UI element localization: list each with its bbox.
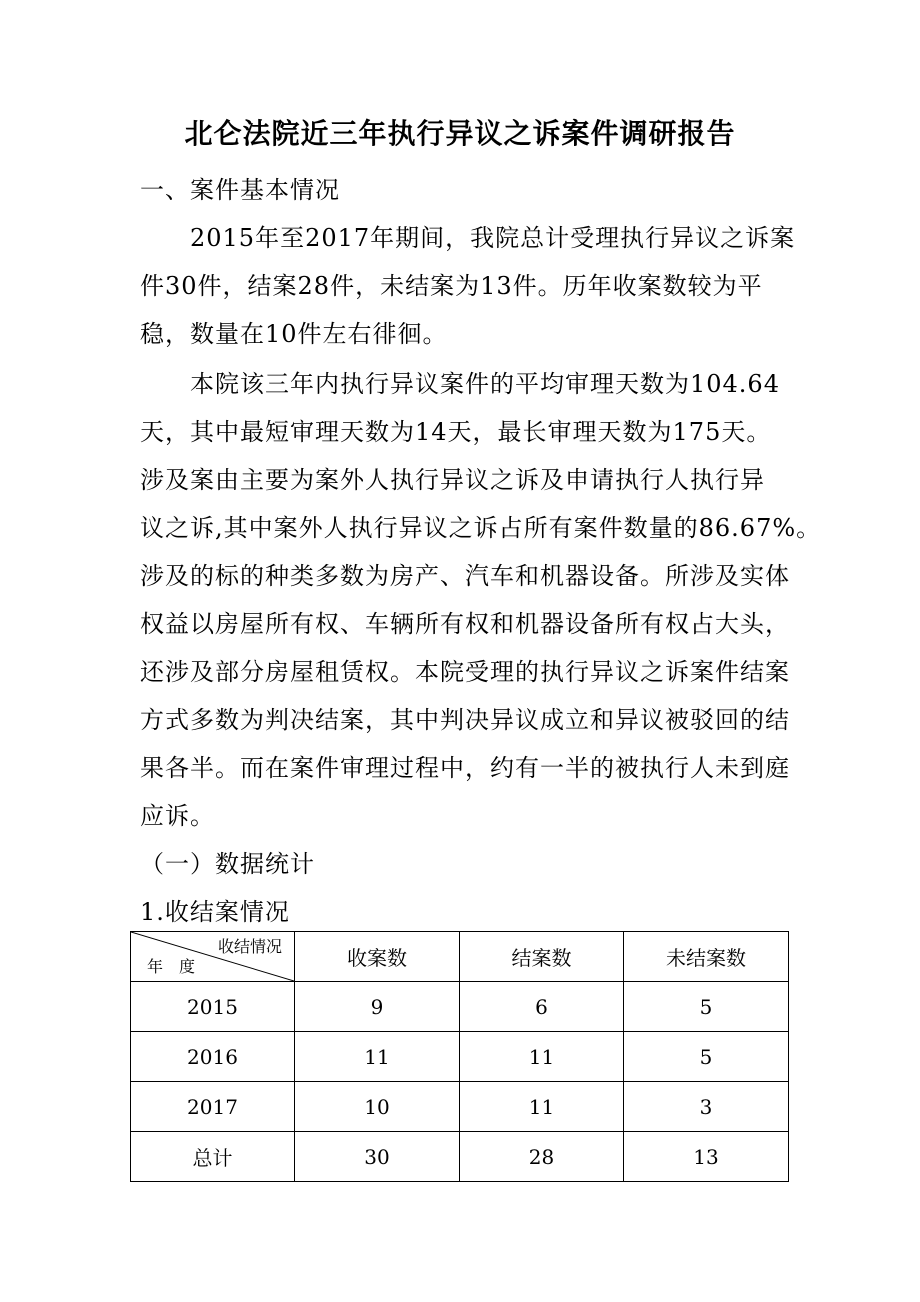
report-title: 北仑法院近三年执行异议之诉案件调研报告 <box>184 117 736 150</box>
case-statistics-table <box>130 931 789 1182</box>
table-row <box>131 982 789 1032</box>
column-header: 结案数 <box>460 932 624 982</box>
paragraph-line: 权益以房屋所有权、车辆所有权和机器设备所有权占大头， <box>140 610 790 638</box>
paragraph-line: 应诉。 <box>140 802 215 830</box>
paragraph-line: 果各半。而在案件审理过程中，约有一半的被执行人未到庭 <box>140 754 790 782</box>
section-heading: 一、案件基本情况 <box>140 176 340 204</box>
table-cell: 30 <box>295 1132 460 1182</box>
paragraph-line: 方式多数为判决结案，其中判决异议成立和异议被驳回的结 <box>140 706 790 734</box>
table-cell-total-label: 总计 <box>131 1132 295 1182</box>
table-cell: 10 <box>295 1082 460 1132</box>
table-header-row <box>131 932 789 982</box>
paragraph-line: 天，其中最短审理天数为14天，最长审理天数为175天。 <box>140 418 772 446</box>
table-cell: 13 <box>624 1132 789 1182</box>
paragraph-line: 件30件，结案28件，未结案为13件。历年收案数较为平 <box>140 272 763 300</box>
table-row <box>131 1032 789 1082</box>
table-cell: 11 <box>295 1032 460 1082</box>
table-cell: 11 <box>460 1032 624 1082</box>
table-cell-year: 2017 <box>131 1082 295 1132</box>
paragraph-line: 稳，数量在10件左右徘徊。 <box>140 320 448 348</box>
paragraph-line: 还涉及部分房屋租赁权。本院受理的执行异议之诉案件结案 <box>140 658 790 686</box>
table-cell-year: 2015 <box>131 982 295 1032</box>
corner-label-bottom: 年 度 <box>147 957 196 976</box>
table-cell: 5 <box>624 1032 789 1082</box>
table-cell: 3 <box>624 1082 789 1132</box>
paragraph-line: 议之诉,其中案外人执行异议之诉占所有案件数量的86.67%。 <box>140 514 822 542</box>
table-cell: 6 <box>460 982 624 1032</box>
column-header: 未结案数 <box>624 932 789 982</box>
table-cell-year: 2016 <box>131 1032 295 1082</box>
table-cell: 9 <box>295 982 460 1032</box>
column-header: 收案数 <box>295 932 460 982</box>
item-heading: 1.收结案情况 <box>140 898 290 926</box>
table-row <box>131 1082 789 1132</box>
table-cell: 11 <box>460 1082 624 1132</box>
paragraph-line: 涉及的标的种类多数为房产、汽车和机器设备。所涉及实体 <box>140 562 790 590</box>
subsection-heading: （一）数据统计 <box>140 850 315 878</box>
paragraph-line: 涉及案由主要为案外人执行异议之诉及申请执行人执行异 <box>140 466 765 494</box>
table-cell: 28 <box>460 1132 624 1182</box>
diagonal-header-cell <box>131 932 295 982</box>
paragraph-line: 2015年至2017年期间，我院总计受理执行异议之诉案 <box>140 224 796 252</box>
paragraph-line: 本院该三年内执行异议案件的平均审理天数为104.64 <box>140 370 780 398</box>
table-row-total <box>131 1132 789 1182</box>
table-cell: 5 <box>624 982 789 1032</box>
corner-label-top: 收结情况 <box>217 937 282 956</box>
